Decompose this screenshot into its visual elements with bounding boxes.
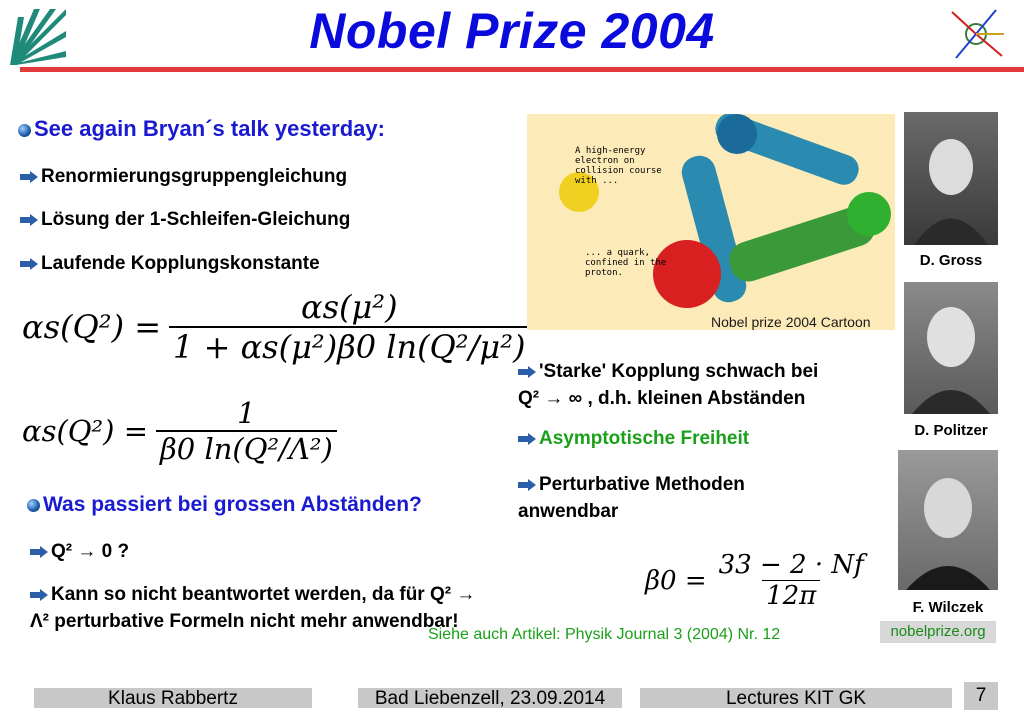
bullet-item3 [20, 253, 320, 275]
reference-text: Siehe auch Artikel: Physik Journal 3 (2004) Nr. 12 [428, 626, 781, 643]
formula-lhs: αs(Q²) = [22, 414, 149, 448]
bullet-text: Laufende Kopplungskonstante [41, 253, 320, 274]
page-title: Nobel Prize 2004 [309, 3, 715, 59]
formula-running-coupling [22, 288, 530, 366]
footer-place-date: Bad Liebenzell, 23.09.2014 [358, 688, 622, 708]
arrow-bullet-icon [20, 171, 38, 183]
bullet-text-cont: Q² → ∞ , d.h. kleinen Abständen [518, 388, 806, 409]
bullet-text: Kann so nicht beantwortet werden, da für Q² → [51, 584, 476, 605]
footer-author: Klaus Rabbertz [34, 688, 312, 708]
cartoon-text-electron: A high-energy electron on collision course with ... [575, 146, 662, 186]
photo-wilczek [898, 450, 998, 590]
portrait-icon [904, 112, 998, 245]
nobel-cartoon [527, 114, 895, 330]
arrow-bullet-icon [20, 258, 38, 270]
photo-politzer [904, 282, 998, 414]
bullet-text: See again Bryan´s talk yesterday: [34, 116, 385, 141]
bullet-text: Q² → 0 ? [51, 541, 130, 562]
cartoon-caption: Nobel prize 2004 Cartoon [711, 314, 871, 330]
arrow-bullet-icon [30, 589, 48, 601]
bullet-strong-coupling [518, 358, 818, 412]
formula-numerator: αs(μ²) [300, 288, 398, 326]
formula-lhs: αs(Q²) = [22, 308, 162, 346]
caption-politzer: D. Politzer [914, 422, 988, 439]
bullet-see-again [18, 116, 385, 142]
bullet-dot-icon [27, 499, 40, 512]
bullet-asymptotic-freedom [518, 428, 749, 450]
nobelprize-link[interactable]: nobelprize.org [880, 621, 996, 643]
footer-course: Lectures KIT GK [640, 688, 952, 708]
formula-denominator: 1 + αs(μ²)β0 ln(Q²/μ²) [169, 326, 529, 366]
bullet-text: Perturbative Methoden [539, 474, 745, 495]
page-number: 7 [964, 682, 998, 710]
bullet-q2-zero [30, 541, 129, 563]
bullet-text: Was passiert bei grossen Abständen? [43, 493, 422, 516]
bullet-text: 'Starke' Kopplung schwach bei [539, 361, 819, 382]
portrait-icon [898, 450, 998, 590]
arrow-bullet-icon [30, 546, 48, 558]
bullet-text: Renormierungsgruppengleichung [41, 166, 348, 187]
cartoon-text-quark: ... a quark, confined in the proton. [585, 248, 667, 278]
caption-gross: D. Gross [919, 252, 983, 269]
bullet-text-cont: Λ² perturbative Formeln nicht mehr anwendbar! [30, 611, 459, 632]
bullet-item1 [20, 166, 347, 188]
formula-denominator: 12π [762, 580, 820, 611]
arrow-bullet-icon [518, 479, 536, 491]
arrow-bullet-icon [518, 366, 536, 378]
arrow-bullet-icon [20, 214, 38, 226]
formula-beta0 [645, 550, 868, 611]
bullet-text-cont: anwendbar [518, 501, 619, 522]
formula-lhs: β0 = [645, 565, 707, 596]
bullet-text: Asymptotische Freiheit [539, 428, 750, 449]
arrow-bullet-icon [518, 433, 536, 445]
formula-lambda [22, 396, 337, 466]
title-underline [20, 67, 1024, 72]
event-display-icon [946, 4, 1006, 64]
bullet-item2 [20, 209, 350, 231]
portrait-icon [904, 282, 998, 414]
bullet-text: Lösung der 1-Schleifen-Gleichung [41, 209, 351, 230]
bullet-cannot-answer [30, 581, 475, 635]
caption-wilczek: F. Wilczek [912, 599, 984, 616]
photo-gross [904, 112, 998, 245]
formula-numerator: 33 − 2 · Nf [718, 550, 864, 580]
bullet-large-distances [27, 493, 422, 517]
bullet-dot-icon [18, 124, 31, 137]
formula-denominator: β0 ln(Q²/Λ²) [156, 430, 337, 466]
bullet-perturbative [518, 471, 745, 525]
formula-numerator: 1 [237, 396, 256, 430]
